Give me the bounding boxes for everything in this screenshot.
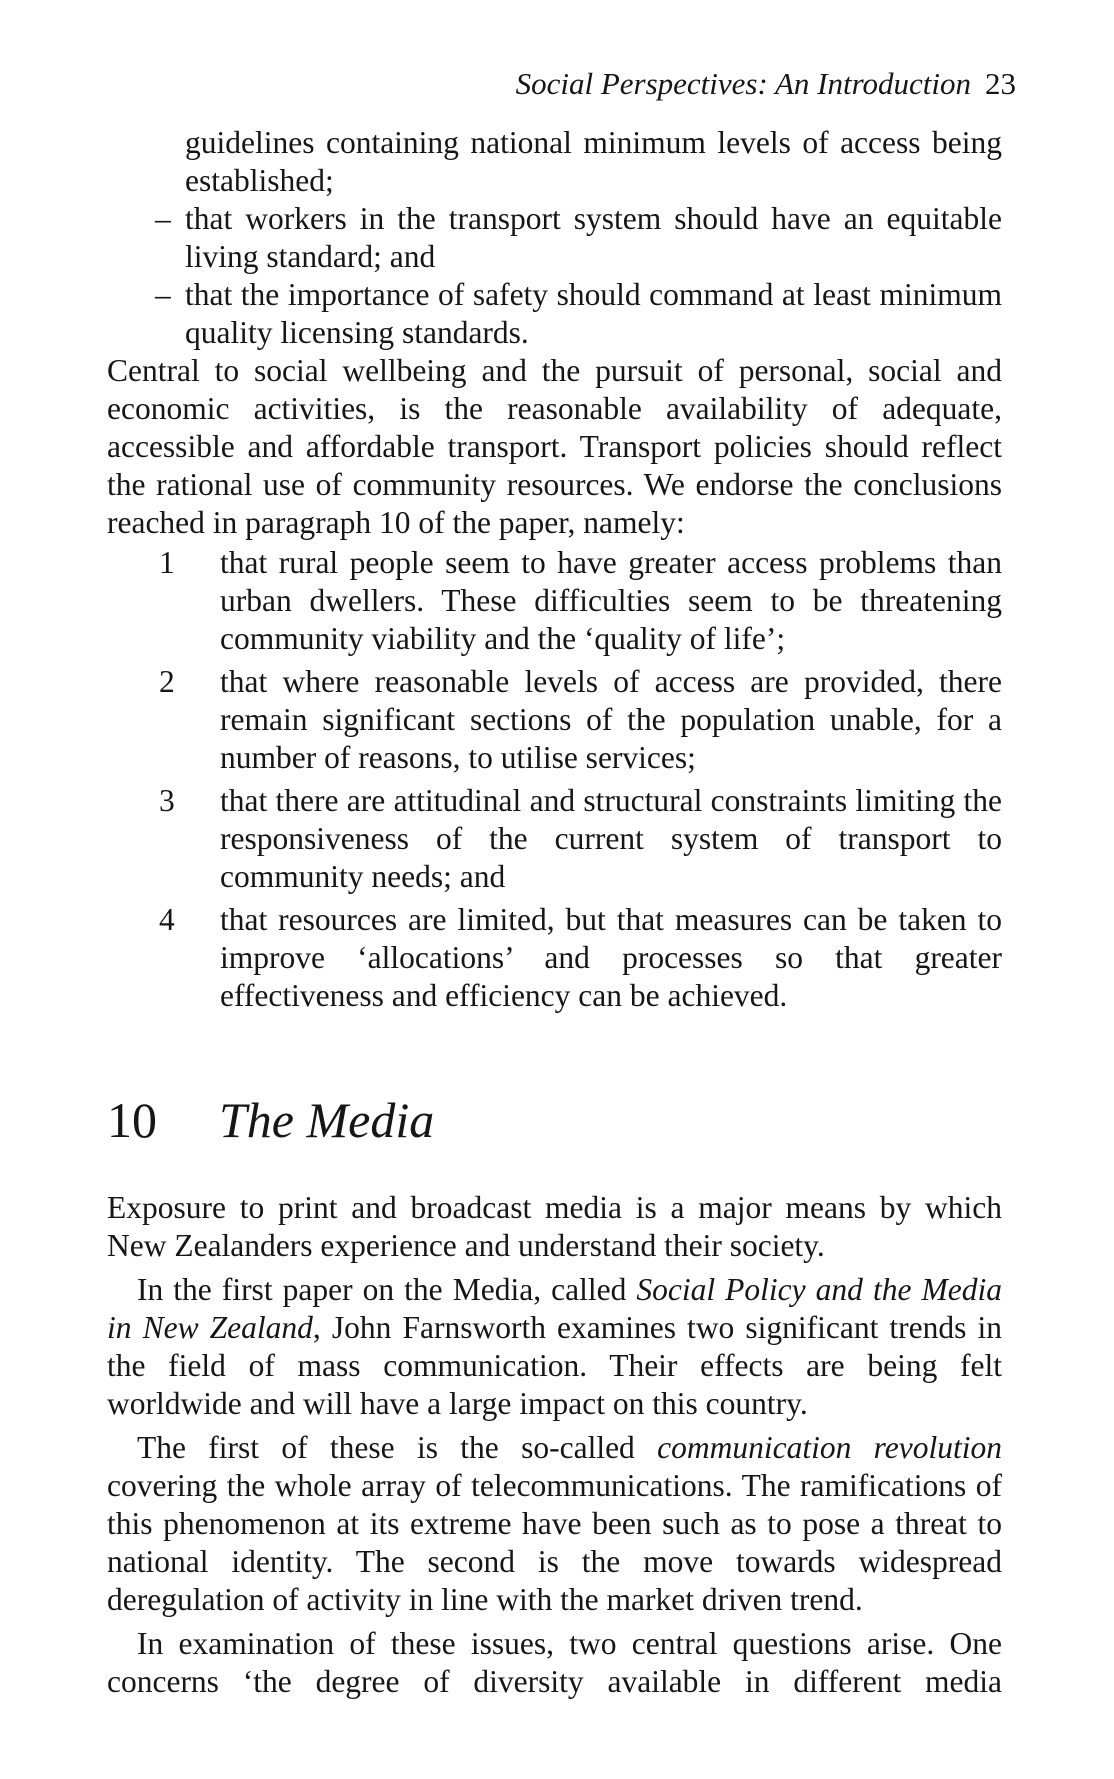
section-number: 10 xyxy=(107,1092,157,1148)
transport-paragraph: Central to social wellbeing and the pursuit of personal, social and economic activities, is the reasonable availability of adequate, accessible and affordable transport. Transport policies should reflect the rational use of community resources. We endorse the conclusions reached in paragraph 10 of the paper, namely: xyxy=(107,353,1002,540)
page-number: 23 xyxy=(985,66,1016,101)
dash-bullet: – xyxy=(155,201,171,236)
conclusions-list xyxy=(107,544,1002,1015)
paper-title: Social Policy and the Media in New Zealand xyxy=(107,1272,1002,1345)
conclusion-number: 2 xyxy=(159,664,175,699)
conclusion-item xyxy=(107,663,1002,777)
conclusion-number: 1 xyxy=(159,545,175,580)
media-paragraph-2 xyxy=(107,1271,1002,1423)
media-paragraph-4: In examination of these issues, two central questions arise. One concerns ‘the degree of diversity available in different media xyxy=(107,1626,1002,1699)
conclusion-text: that rural people seem to have greater access problems than urban dwellers. These difficulties seem to be threatening community viability and the ‘quality of life’; xyxy=(220,545,1002,656)
media-paragraph-3 xyxy=(107,1429,1002,1619)
section-title: The Media xyxy=(219,1092,435,1148)
transport-section-body xyxy=(107,124,1002,1020)
conclusion-text: that where reasonable levels of access are provided, there remain significant sections of the population unable, for a number of reasons, to utilise services; xyxy=(220,664,1002,775)
media-p2-lead: In the first paper on the Media, called xyxy=(137,1272,637,1307)
running-head xyxy=(516,64,1016,104)
conclusion-number: 4 xyxy=(159,902,175,937)
list-item-continuation: guidelines containing national minimum levels of access being established; xyxy=(185,125,1002,198)
conclusion-item xyxy=(107,901,1002,1015)
emphasized-term: communication revolution xyxy=(657,1430,1002,1465)
dash-list xyxy=(155,200,1002,352)
conclusion-item xyxy=(107,544,1002,658)
dash-bullet: – xyxy=(155,277,171,312)
conclusion-item xyxy=(107,782,1002,896)
conclusion-text: that resources are limited, but that measures can be taken to improve ‘allocations’ and processes so that greater effectiveness and efficiency can be achieved. xyxy=(220,902,1002,1013)
conclusion-text: that there are attitudinal and structural constraints limiting the responsiveness of the current system of transport to community needs; and xyxy=(220,783,1002,894)
running-title: Social Perspectives: An Introduction xyxy=(515,66,971,101)
conclusion-number: 3 xyxy=(159,783,175,818)
dash-list-item xyxy=(155,200,1002,276)
dash-item-text: that workers in the transport system should have an equitable living standard; and xyxy=(185,201,1002,274)
media-p2-rest: , John Farnsworth examines two significant trends in the field of mass communication. Their effects are being felt worldwide and will have a large impact on this country. xyxy=(107,1310,1002,1421)
dash-item-text: that the importance of safety should command at least minimum quality licensing standards. xyxy=(185,277,1002,350)
media-section-body xyxy=(107,1189,1002,1701)
dash-list-item xyxy=(155,276,1002,352)
media-p3-rest: covering the whole array of telecommunications. The ramifications of this phenomenon at its extreme have been such as to pose a threat to national identity. The second is the move towards widespread deregulation of activity in line with the market driven trend. xyxy=(107,1468,1002,1617)
section-heading xyxy=(107,1090,434,1150)
media-p3-lead: The first of these is the so-called xyxy=(137,1430,658,1465)
media-paragraph-1: Exposure to print and broadcast media is a major means by which New Zealanders experience and understand their society. xyxy=(107,1190,1002,1263)
